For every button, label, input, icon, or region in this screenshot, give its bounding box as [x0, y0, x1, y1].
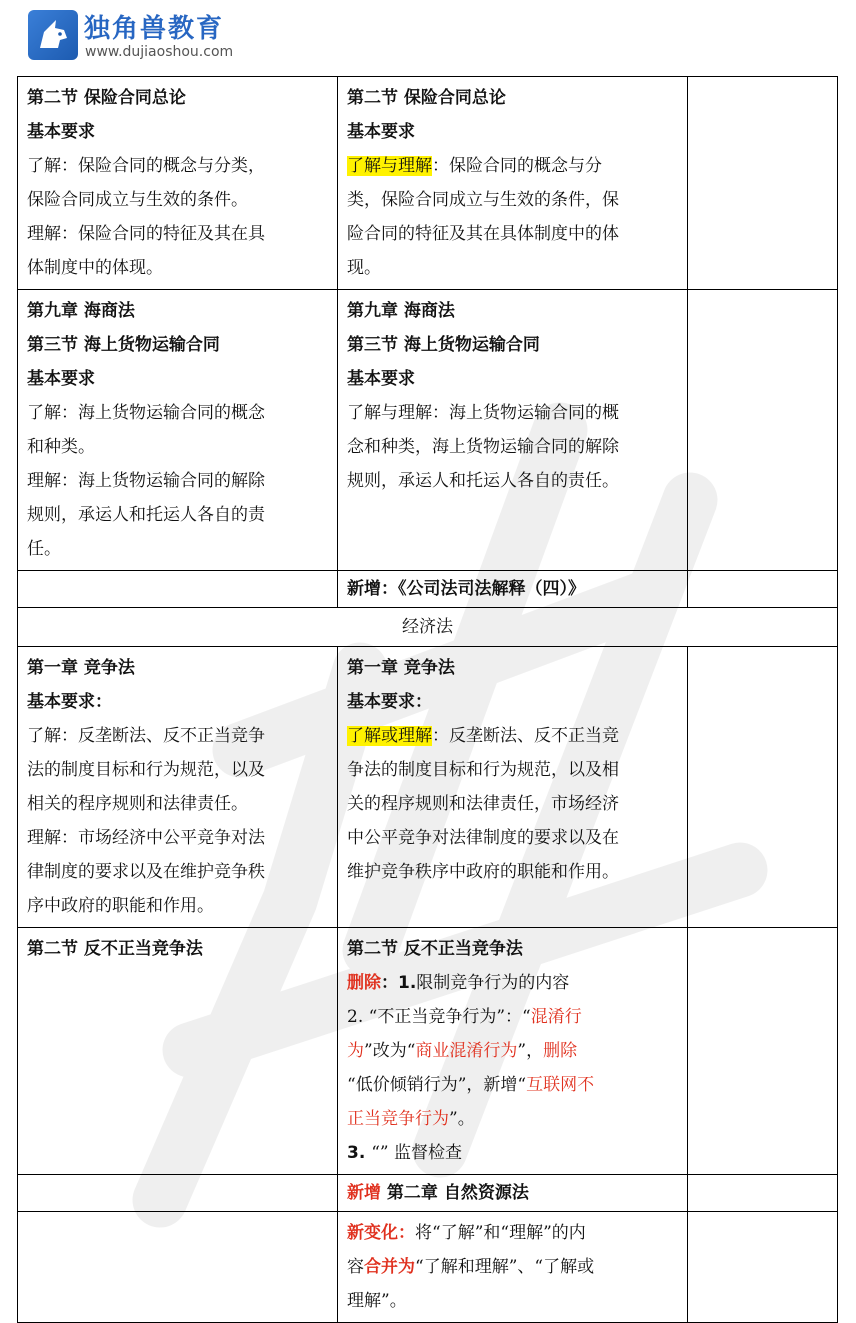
added-item: 新增：《公司法司法解释（四）》	[347, 579, 585, 599]
text-fragment: 将“了解”和“理解”的内	[415, 1223, 586, 1243]
red-text: 为	[347, 1041, 364, 1061]
section-heading: 第二节 保险合同总论	[347, 88, 506, 108]
chapter-heading: 第九章 海商法	[27, 301, 135, 321]
text-line	[347, 1216, 678, 1250]
requirements-heading: 基本要求	[27, 122, 95, 142]
notes-cell	[688, 571, 838, 608]
new-syllabus-cell	[338, 77, 688, 290]
table-row	[18, 1175, 838, 1212]
text-line: 类，保险合同成立与生效的条件，保	[347, 190, 619, 210]
section-title: 经济法	[18, 608, 838, 647]
text-fragment: “低价倾销行为”，新增“	[347, 1075, 527, 1095]
notes-cell	[688, 647, 838, 928]
new-syllabus-cell	[338, 1175, 688, 1212]
table-row	[18, 77, 838, 290]
new-syllabus-cell	[338, 647, 688, 928]
highlighted-text: 了解与理解	[347, 156, 432, 176]
change-label: 新变化：	[347, 1223, 415, 1243]
text-line	[347, 149, 678, 183]
text-line	[347, 1000, 678, 1034]
merge-label: 合并为	[364, 1257, 415, 1277]
text-line: 序中政府的职能和作用。	[27, 896, 214, 916]
old-syllabus-cell	[18, 647, 338, 928]
text-line: 了解与理解：海上货物运输合同的概	[347, 403, 619, 423]
old-syllabus-cell	[18, 1175, 338, 1212]
text-fragment: ：保险合同的概念与分	[432, 156, 602, 176]
text-line: 关的程序规则和法律责任，市场经济	[347, 794, 619, 814]
text-line: 理解：保险合同的特征及其在具	[27, 224, 265, 244]
text-fragment: ”。	[449, 1109, 475, 1129]
new-syllabus-cell	[338, 928, 688, 1175]
text-line	[347, 1102, 678, 1136]
old-syllabus-cell	[18, 571, 338, 608]
chapter-heading: 第一章 竞争法	[27, 658, 135, 678]
notes-cell	[688, 1175, 838, 1212]
text-line: 规则，承运人和托运人各自的责任。	[347, 471, 619, 491]
brand-header	[28, 8, 328, 66]
text-line: 保险合同成立与生效的条件。	[27, 190, 248, 210]
text-line: 理解：市场经济中公平竞争对法	[27, 828, 265, 848]
requirements-heading: 基本要求：	[347, 692, 432, 712]
text-line: 相关的程序规则和法律责任。	[27, 794, 248, 814]
table-row	[18, 571, 838, 608]
text-fragment: 2. “不正当竞争行为”：“	[347, 1007, 531, 1027]
text-line	[347, 719, 678, 753]
red-text: 混淆行	[530, 1007, 582, 1027]
red-text: 正当竞争行为	[347, 1109, 449, 1129]
text-line	[347, 1250, 678, 1284]
text-line: 任。	[27, 539, 61, 559]
notes-cell	[688, 1212, 838, 1323]
text-line: 维护竞争秩序中政府的职能和作用。	[347, 862, 619, 882]
text-fragment: ”，	[517, 1041, 544, 1061]
text-line: 理解：海上货物运输合同的解除	[27, 471, 265, 491]
old-syllabus-cell	[18, 77, 338, 290]
text-line: 理解”。	[347, 1291, 407, 1311]
text-fragment: 容	[347, 1257, 364, 1277]
section-heading: 第三节 海上货物运输合同	[27, 335, 220, 355]
old-syllabus-cell	[18, 1212, 338, 1323]
text-line	[347, 966, 678, 1000]
highlighted-text: 了解或理解	[347, 726, 432, 746]
text-line: 现。	[347, 258, 381, 278]
requirements-heading: 基本要求	[347, 369, 415, 389]
section-heading: 第二节 反不正当竞争法	[347, 939, 523, 959]
section-heading: 第二节 反不正当竞争法	[27, 939, 203, 959]
text-line: 了解：海上货物运输合同的概念	[27, 403, 265, 423]
old-syllabus-cell	[18, 290, 338, 571]
unicorn-logo-icon	[28, 10, 78, 60]
delete-label: 删除	[347, 973, 381, 993]
new-syllabus-cell	[338, 571, 688, 608]
notes-cell	[688, 928, 838, 1175]
text-fragment: ：1.	[381, 973, 417, 993]
chapter-heading: 第一章 竞争法	[347, 658, 455, 678]
text-line: 体制度中的体现。	[27, 258, 163, 278]
text-line: 险合同的特征及其在具体制度中的体	[347, 224, 619, 244]
text-line: 和种类。	[27, 437, 95, 457]
text-line: 法的制度目标和行为规范，以及	[27, 760, 265, 780]
brand-url: www.dujiaoshou.com	[85, 44, 234, 60]
section-heading: 第二节 保险合同总论	[27, 88, 186, 108]
new-syllabus-cell	[338, 1212, 688, 1323]
table-row	[18, 1212, 838, 1323]
text-line: 了解：反垄断法、反不正当竞争	[27, 726, 265, 746]
text-line: 争法的制度目标和行为规范，以及相	[347, 760, 619, 780]
text-line: 念和种类，海上货物运输合同的解除	[347, 437, 619, 457]
new-syllabus-cell	[338, 290, 688, 571]
text-line: 中公平竞争对法律制度的要求以及在	[347, 828, 619, 848]
text-fragment: 限制竞争行为的内容	[416, 973, 570, 993]
table-row	[18, 647, 838, 928]
text-fragment: “了解和理解”、“了解或	[415, 1257, 595, 1277]
notes-cell	[688, 77, 838, 290]
text-fragment: ：反垄断法、反不正当竞	[432, 726, 619, 746]
requirements-heading: 基本要求：	[27, 692, 112, 712]
text-line: 律制度的要求以及在维护竞争秩	[27, 862, 265, 882]
requirements-heading: 基本要求	[347, 122, 415, 142]
table-row	[18, 290, 838, 571]
section-heading: 第三节 海上货物运输合同	[347, 335, 540, 355]
brand-name: 独角兽教育	[84, 14, 225, 44]
added-label: 新增	[347, 1183, 381, 1203]
text-fragment: “” 监督检查	[371, 1143, 463, 1163]
syllabus-comparison-table	[17, 76, 838, 1323]
notes-cell	[688, 290, 838, 571]
red-text: 互联网不	[526, 1075, 595, 1095]
red-text: 商业混淆行为	[415, 1041, 518, 1061]
red-text: 删除	[543, 1041, 578, 1061]
text-fragment: 3.	[347, 1143, 372, 1163]
text-line	[347, 1176, 678, 1210]
table-row	[18, 608, 838, 647]
text-line	[347, 1034, 678, 1068]
old-syllabus-cell	[18, 928, 338, 1175]
table-row	[18, 928, 838, 1175]
text-line: 规则，承运人和托运人各自的责	[27, 505, 265, 525]
text-fragment: ”改为“	[364, 1041, 416, 1061]
text-line	[347, 1136, 678, 1170]
text-line	[347, 1068, 678, 1102]
chapter-heading: 第二章 自然资源法	[381, 1183, 529, 1203]
chapter-heading: 第九章 海商法	[347, 301, 455, 321]
text-line: 了解：保险合同的概念与分类，	[27, 156, 265, 176]
requirements-heading: 基本要求	[27, 369, 95, 389]
